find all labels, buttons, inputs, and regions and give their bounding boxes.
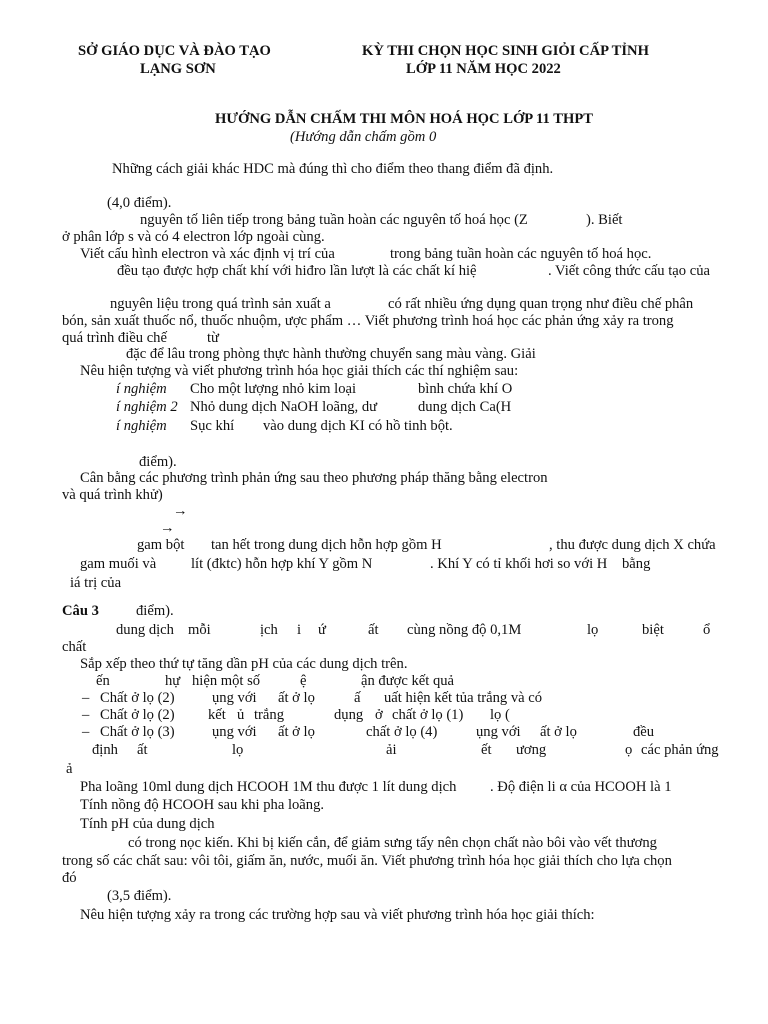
text-line: Pha loãng 10ml dung dịch HCOOH 1M thu được 1 lít dung dịch (80, 779, 457, 795)
text-line: . Khí Y có tỉ khối hơi so với H (430, 556, 608, 572)
q3-label: Câu 3 (62, 603, 99, 619)
text-line: tan hết trong dung dịch hỗn hợp gồm H (211, 537, 442, 553)
experiment-1-text: Cho một lượng nhỏ kim loại (190, 381, 357, 397)
header-department: SỞ GIÁO DỤC VÀ ĐÀO TẠO (78, 43, 271, 59)
text-line: lít (đktc) hỗn hợp khí Y gồm N (191, 556, 373, 572)
text-line: nguyên liệu trong quá trình sản xuất a (110, 296, 331, 312)
header-province: LẠNG SƠN (140, 61, 216, 77)
text-line: gam bột (137, 537, 185, 553)
text-line: ). Biết (586, 212, 623, 228)
text-fragment: ất ở lọ (278, 724, 315, 740)
text-fragment: dụng (334, 707, 364, 723)
experiment-2-tail: dung dịch Ca(H (418, 399, 512, 415)
text-fragment: kết (208, 707, 226, 723)
text-line: ở phân lớp s và có 4 electron lớp ngoài cùng. (62, 229, 325, 245)
text-line: bón, sản xuất thuốc nổ, thuốc nhuộm, ược phẩm … Viết phương trình hoá học các phản ứng xảy ra trong (62, 313, 674, 329)
text-fragment: ận được kết quả (361, 673, 455, 689)
text-fragment: Chất ở lọ (2) (100, 707, 175, 723)
text-fragment: ải (386, 742, 397, 758)
text-line: và quá trình khử) (62, 487, 163, 503)
document-subtitle: (Hướng dẫn chấm gồm 0 (290, 129, 437, 145)
text-fragment: dung dịch (116, 622, 174, 638)
experiment-3-label: í nghiệm (116, 418, 167, 434)
text-fragment: ở (375, 707, 383, 723)
text-fragment: ương (516, 742, 547, 758)
text-fragment: hiện một số (192, 673, 261, 689)
text-fragment: đều (633, 724, 655, 740)
text-line: chất (62, 639, 87, 655)
grading-note: Những cách giải khác HDC mà đúng thì cho điểm theo thang điểm đã định. (112, 161, 554, 177)
text-line: Tính pH của dung dịch (80, 816, 215, 832)
experiment-1-tail: bình chứa khí O (418, 381, 513, 397)
q2-points: điểm). (139, 454, 177, 470)
text-fragment: hự (165, 673, 181, 689)
text-fragment: mỗi (188, 622, 211, 638)
text-line: đó (62, 870, 77, 886)
experiment-2-label: í nghiệm 2 (116, 399, 178, 415)
text-line: Viết cấu hình electron và xác định vị trí của (80, 246, 335, 262)
text-line: trong bảng tuần hoàn các nguyên tố hoá học. (390, 246, 652, 262)
text-fragment: ệ (300, 673, 307, 689)
text-line: có rất nhiều ứng dụng quan trọng như điều chế phân (388, 296, 694, 312)
text-line: Nêu hiện tượng và viết phương trình hóa học giải thích các thí nghiệm sau: (80, 363, 519, 379)
text-fragment: ủ (237, 707, 245, 723)
text-fragment: i (297, 622, 302, 638)
text-fragment: ất ở lọ (278, 690, 315, 706)
list-bullet: – (82, 707, 90, 723)
text-line: gam muối và (80, 556, 157, 572)
q4-points: (3,5 điểm). (107, 888, 172, 904)
text-fragment: ổ (703, 622, 711, 638)
text-fragment: Chất ở lọ (3) (100, 724, 175, 740)
list-bullet: – (82, 724, 90, 740)
text-fragment: ến (96, 673, 110, 689)
text-fragment: ọ (625, 742, 633, 758)
q3-points: điểm). (136, 603, 174, 619)
text-fragment: cùng nồng độ 0,1M (407, 622, 522, 638)
text-line: Tính nồng độ HCOOH sau khi pha loãng. (80, 797, 325, 813)
text-line: từ (207, 330, 219, 346)
header-exam-year: LỚP 11 NĂM HỌC 2022 (406, 61, 561, 77)
text-fragment: ả (66, 761, 73, 777)
text-line: trong số các chất sau: vôi tôi, giấm ăn, nước, muối ăn. Viết phương trình hóa học giải thích cho lựa chọn (62, 853, 672, 869)
experiment-1-label: í nghiệm (116, 381, 167, 397)
document-title: HƯỚNG DẪN CHẤM THI MÔN HOÁ HỌC LỚP 11 THPT (215, 111, 593, 127)
text-fragment: ất (137, 742, 148, 758)
text-fragment: trắng (254, 707, 284, 723)
text-line: . Độ điện li α của HCOOH là 1 (490, 779, 672, 795)
text-fragment: ất (368, 622, 379, 638)
text-fragment: định (92, 742, 118, 758)
text-line: quá trình điều chế (62, 330, 167, 346)
reaction-arrow: → (160, 520, 175, 536)
experiment-2-text: Nhỏ dung dịch NaOH loãng, dư (190, 399, 378, 415)
text-fragment: uất hiện kết tủa trắng và có (384, 690, 543, 706)
q1-points: (4,0 điểm). (107, 195, 172, 211)
text-line: Sắp xếp theo thứ tự tăng dần pH của các dung dịch trên. (80, 656, 408, 672)
text-fragment: Chất ở lọ (2) (100, 690, 175, 706)
text-line: Nêu hiện tượng xảy ra trong các trường hợp sau và viết phương trình hóa học giải thích: (80, 907, 595, 923)
experiment-3-text: Sục khí (190, 418, 235, 434)
text-fragment: biệt (642, 622, 664, 638)
text-fragment: ịch (260, 622, 278, 638)
text-line: iá trị của (70, 575, 122, 591)
text-fragment: ấ (354, 690, 361, 706)
text-fragment: ứ (318, 622, 326, 638)
text-fragment: lọ (587, 622, 599, 638)
text-fragment: ụng với (212, 690, 257, 706)
text-fragment: ất ở lọ (540, 724, 577, 740)
text-fragment: lọ ( (490, 707, 510, 723)
text-line: Cân bằng các phương trình phản ứng sau theo phương pháp thăng bằng electron (80, 470, 548, 486)
text-fragment: chất ở lọ (1) (392, 707, 464, 723)
text-line: đặc để lâu trong phòng thực hành thường chuyển sang màu vàng. Giải (126, 346, 536, 362)
text-line: bằng (622, 556, 651, 572)
text-fragment: ết (481, 742, 492, 758)
text-line: có trong nọc kiến. Khi bị kiến cắn, để giảm sưng tấy nên chọn chất nào bôi vào vết thương (128, 835, 657, 851)
text-fragment: lọ (232, 742, 244, 758)
reaction-arrow: → (173, 503, 188, 519)
text-fragment: chất ở lọ (4) (366, 724, 438, 740)
text-fragment: ụng với (212, 724, 257, 740)
text-line: đều tạo được hợp chất khí với hiđro lần lượt là các chất kí hiệ (117, 263, 477, 279)
text-fragment: các phản ứng (641, 742, 719, 758)
header-exam-name: KỲ THI CHỌN HỌC SINH GIỎI CẤP TỈNH (362, 43, 649, 59)
text-fragment: ụng với (476, 724, 521, 740)
text-line: . Viết công thức cấu tạo của (548, 263, 710, 279)
text-line: nguyên tố liên tiếp trong bảng tuần hoàn các nguyên tố hoá học (Z (140, 212, 528, 228)
experiment-3-tail: vào dung dịch KI có hồ tinh bột. (263, 418, 453, 434)
text-line: , thu được dung dịch X chứa (549, 537, 716, 553)
list-bullet: – (82, 690, 90, 706)
